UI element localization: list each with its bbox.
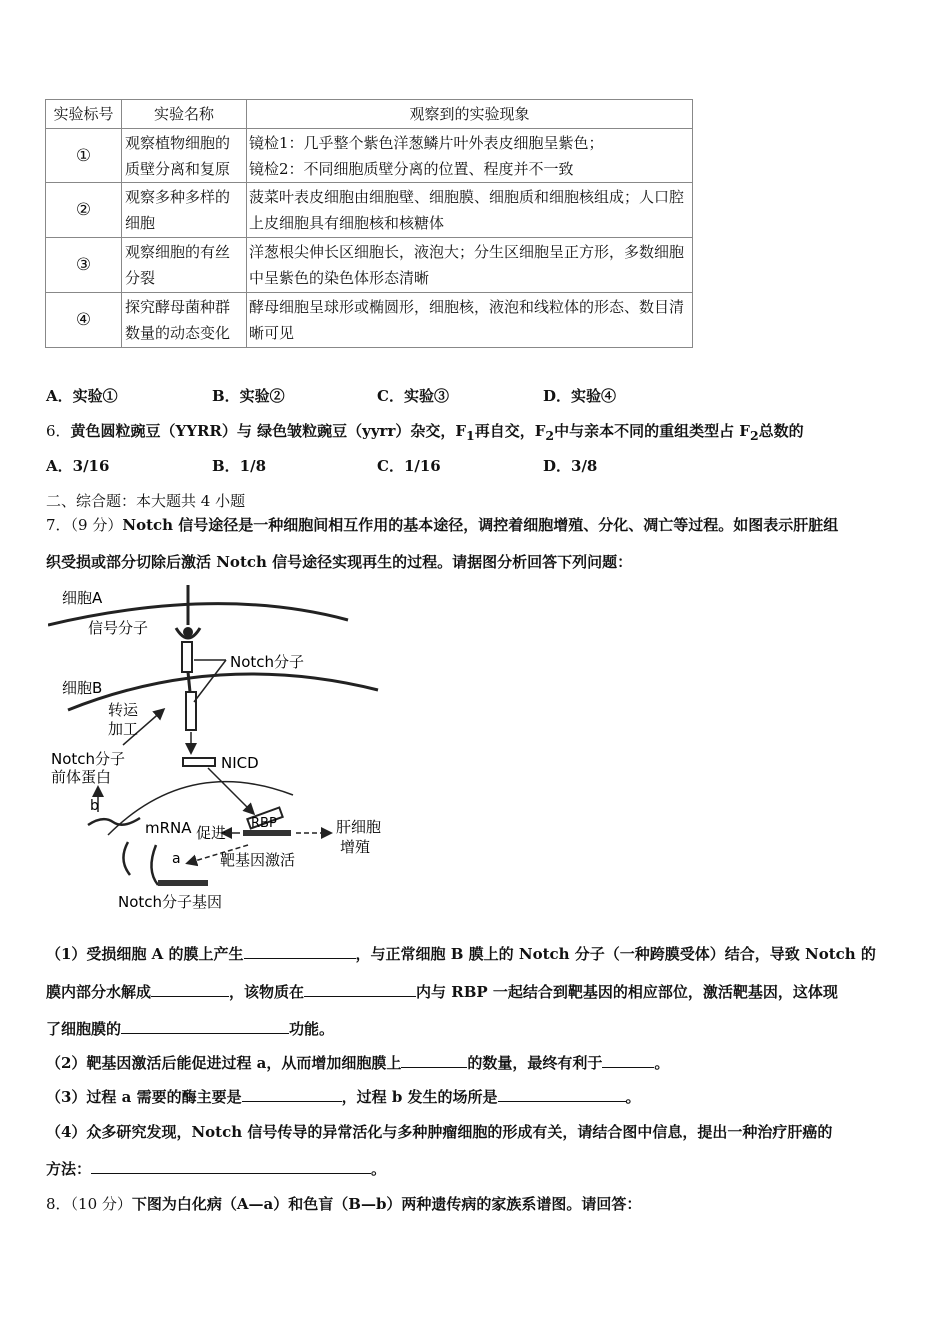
question-number: 7．（9 分） — [46, 516, 123, 534]
q6-text: 再自交，F — [474, 422, 546, 440]
label-rbp: RBP — [251, 816, 277, 831]
q7-sub4-text: 。 — [371, 1160, 387, 1178]
q5-option-d[interactable]: D．实验④ — [543, 387, 617, 405]
q5-option-b[interactable]: B．实验② — [212, 387, 285, 405]
q7-sub1-text: ，与正常细胞 B 膜上的 Notch 分子（一种跨膜受体）结合，导致 Notch 的 — [355, 945, 876, 963]
answer-blank[interactable] — [242, 1087, 342, 1102]
answer-blank[interactable] — [151, 982, 229, 997]
label-signal-molecule: 信号分子 — [88, 619, 149, 637]
notch-molecule — [182, 642, 192, 672]
q5-option-a[interactable]: A．实验① — [46, 387, 118, 405]
question-8 — [46, 1193, 641, 1214]
table-row — [46, 293, 693, 348]
q7-sub2 — [46, 1052, 669, 1073]
observation: 菠菜叶表皮细胞由细胞壁、细胞膜、细胞质和细胞核组成；人口腔上皮细胞具有细胞核和核糖体 — [247, 183, 693, 238]
label-processing: 加工 — [108, 720, 139, 738]
q7-sub1-text: 内与 RBP 一起结合到靶基因的相应部位，激活靶基因，这体现 — [416, 983, 838, 1001]
label-liver-1: 肝细胞 — [336, 818, 382, 836]
row-number: ④ — [46, 293, 122, 348]
notch-pathway-diagram — [48, 580, 393, 915]
q6-text: 总数的 — [758, 422, 804, 440]
answer-blank[interactable] — [121, 1019, 289, 1034]
q7-sub2-text: （2）靶基因激活后能促进过程 a，从而增加细胞膜上 — [46, 1054, 402, 1072]
answer-blank[interactable] — [498, 1087, 626, 1102]
q7-sub1-text: 膜内部分水解成 — [46, 983, 152, 1001]
q7-sub1-line3 — [46, 1018, 334, 1039]
question-number: 6． — [46, 422, 71, 440]
label-target-activation: 靶基因激活 — [220, 851, 296, 869]
q7-sub1-text: ，该物质在 — [229, 983, 305, 1001]
label-promote: 促进 — [196, 824, 227, 842]
observation — [247, 129, 693, 183]
answer-blank[interactable] — [304, 982, 416, 997]
row-number: ② — [46, 183, 122, 238]
label-cell-a: 细胞A — [62, 589, 103, 607]
q7-sub4-line1: （4）众多研究发现，Notch 信号传导的异常活化与多种肿瘤细胞的形成有关，请结合图中信息，提出一种治疗肝癌的 — [46, 1123, 833, 1141]
table-header: 实验标号 — [46, 100, 122, 129]
q6-option-b[interactable]: B．1/8 — [212, 457, 267, 475]
subscript: 2 — [749, 428, 759, 443]
label-mrna: mRNA — [145, 819, 192, 837]
q7-text: Notch 信号途径是一种细胞间相互作用的基本途径，调控着细胞增殖、分化、凋亡等过程。如图表示肝脏组 — [122, 516, 839, 534]
answer-blank[interactable] — [401, 1053, 467, 1068]
q5-option-c[interactable]: C．实验③ — [377, 387, 449, 405]
label-notch: Notch分子 — [230, 653, 305, 671]
nicd-fragment — [183, 758, 215, 766]
label-precursor-2: 前体蛋白 — [51, 768, 112, 786]
q7-sub1-line1 — [46, 943, 876, 964]
label-liver-2: 增殖 — [340, 838, 371, 856]
table-header: 实验名称 — [122, 100, 247, 129]
observation-line: 镜检2：不同细胞质壁分离的位置、程度并不一致 — [249, 159, 574, 178]
question-7-line2: 织受损或部分切除后激活 Notch 信号途径实现再生的过程。请据图分析回答下列问题： — [46, 553, 633, 571]
experiment-table — [45, 99, 693, 348]
table-row — [46, 183, 693, 238]
experiment-name: 观察多种多样的细胞 — [122, 183, 247, 238]
observation: 洋葱根尖伸长区细胞长，液泡大；分生区细胞呈正方形，多数细胞中呈紫色的染色体形态清晰 — [247, 238, 693, 293]
answer-blank[interactable] — [602, 1053, 654, 1068]
label-precursor-1: Notch分子 — [51, 750, 126, 768]
q7-sub4-text: 方法： — [46, 1160, 92, 1178]
answer-blank[interactable] — [91, 1159, 371, 1174]
row-number: ③ — [46, 238, 122, 293]
row-number: ① — [46, 129, 122, 183]
q7-sub1-text: 了细胞膜的 — [46, 1020, 122, 1038]
label-cell-b: 细胞B — [62, 679, 103, 697]
q7-sub1-text: （1）受损细胞 A 的膜上产生 — [46, 945, 244, 963]
q7-sub4-line2 — [46, 1158, 386, 1179]
observation: 酵母细胞呈球形或椭圆形，细胞核，液泡和线粒体的形态、数目清晰可见 — [247, 293, 693, 348]
label-a: a — [172, 851, 181, 867]
q6-option-a[interactable]: A．3/16 — [46, 457, 110, 475]
q6-option-c[interactable]: C．1/16 — [377, 457, 441, 475]
q6-text: 黄色圆粒豌豆（YYRR）与 绿色皱粒豌豆（yyrr）杂交，F — [70, 422, 467, 440]
q7-sub1-line2 — [46, 981, 838, 1002]
experiment-name: 观察植物细胞的质壁分离和复原 — [122, 129, 247, 183]
q7-sub2-text: 。 — [654, 1054, 670, 1072]
notch-gene-dna — [158, 880, 208, 886]
question-7-line1 — [46, 514, 838, 535]
table-header: 观察到的实验现象 — [247, 100, 693, 129]
q6-text: 中与亲本不同的重组类型占 F — [554, 422, 750, 440]
notch-molecule-lower — [186, 692, 196, 730]
experiment-name: 探究酵母菌种群数量的动态变化 — [122, 293, 247, 348]
question-6 — [46, 420, 804, 443]
q8-text: 下图为白化病（A—a）和色盲（B—b）两种遗传病的家族系谱图。请回答： — [131, 1195, 642, 1213]
q7-sub2-text: 的数量，最终有利于 — [467, 1054, 603, 1072]
q7-sub3-text: 。 — [625, 1088, 641, 1106]
observation-line: 镜检1：几乎整个紫色洋葱鳞片叶外表皮细胞呈紫色； — [249, 133, 604, 152]
subscript: 2 — [545, 428, 555, 443]
signal-molecule-icon — [183, 627, 193, 637]
question-number: 8．（10 分） — [46, 1195, 132, 1213]
experiment-name: 观察细胞的有丝分裂 — [122, 238, 247, 293]
q7-sub3-text: ，过程 b 发生的场所是 — [341, 1088, 498, 1106]
section-heading: 二、综合题：本大题共 4 小题 — [46, 492, 246, 510]
table-row — [46, 238, 693, 293]
q7-sub3 — [46, 1086, 641, 1107]
label-notch-gene: Notch分子基因 — [118, 893, 223, 911]
label-b: b — [90, 798, 99, 814]
mrna-strand — [88, 818, 140, 825]
label-nicd: NICD — [221, 754, 259, 772]
q7-sub3-text: （3）过程 a 需要的酶主要是 — [46, 1088, 242, 1106]
subscript: 1 — [466, 428, 475, 443]
answer-blank[interactable] — [244, 944, 356, 959]
q6-option-d[interactable]: D．3/8 — [543, 457, 598, 475]
table-header-row — [46, 100, 693, 129]
table-row — [46, 129, 693, 183]
label-transport: 转运 — [108, 701, 139, 719]
q7-sub1-text: 功能。 — [289, 1020, 335, 1038]
